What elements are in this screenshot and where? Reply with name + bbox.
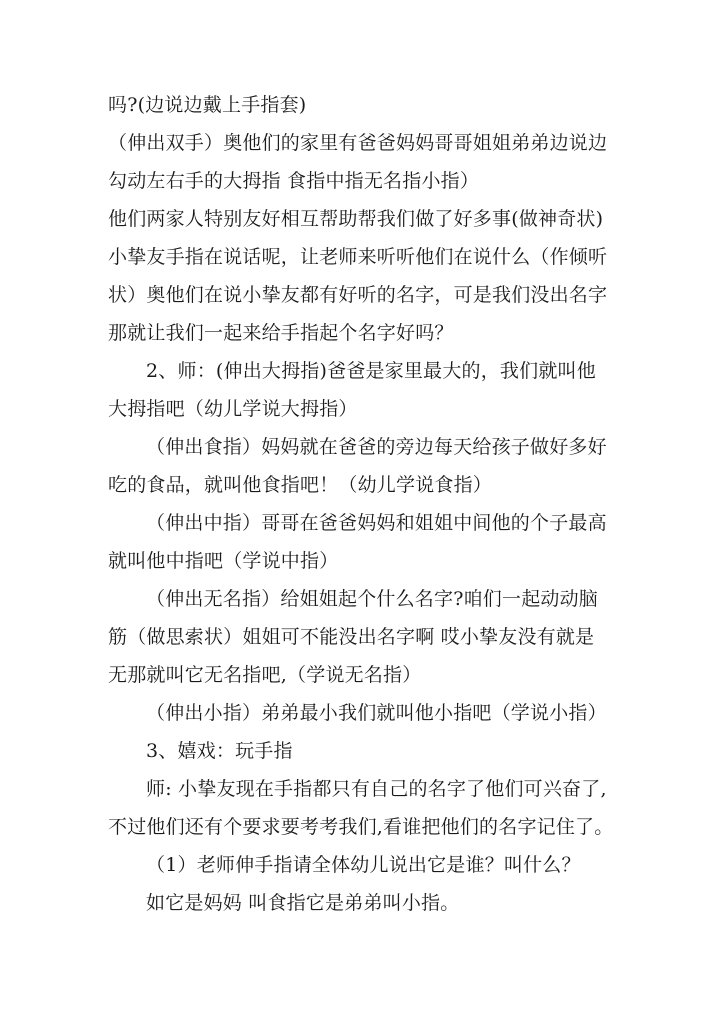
text-line: 无那就叫它无名指吧,（学说无名指）: [108, 664, 422, 686]
text-line: 那就让我们一起来给手指起个名字好吗？: [108, 322, 454, 344]
text-line: 2、师：(伸出大拇指)爸爸是家里最大的，我们就叫他: [146, 360, 596, 382]
text-line: （伸出小指）弟弟最小我们就叫他小指吧（学说小指）: [146, 702, 607, 724]
text-line: （伸出食指）妈妈就在爸爸的旁边每天给孩子做好多好: [146, 436, 607, 458]
text-line: 状）奥他们在说小挚友都有好听的名字，可是我们没出名字: [108, 284, 608, 306]
text-line: 大拇指吧（幼儿学说大拇指）: [108, 398, 358, 420]
text-line: 筋（做思索状）姐姐可不能没出名字啊 哎小挚友没有就是: [108, 626, 595, 648]
text-line: （伸出中指）哥哥在爸爸妈妈和姐姐中间他的个子最高: [146, 512, 607, 534]
text-line: 就叫他中指吧（学说中指）: [108, 550, 339, 572]
text-line: （1）老师伸手指请全体幼儿说出它是谁？叫什么？: [146, 854, 581, 876]
text-line: 如它是妈妈 叫食指它是弟弟叫小指。: [146, 892, 460, 914]
text-line: （伸出无名指）给姐姐起个什么名字?咱们一起动动脑: [146, 588, 598, 610]
text-line: （伸出双手）奥他们的家里有爸爸妈妈哥哥姐姐弟弟边说边: [108, 132, 608, 154]
text-line: 吃的食品，就叫他食指吧！（幼儿学说食指）: [108, 474, 493, 496]
text-line: 他们两家人特别友好相互帮助帮我们做了好多事(做神奇状): [108, 208, 604, 230]
text-line: 小挚友手指在说话呢，让老师来听听他们在说什么（作倾听: [108, 246, 608, 268]
text-line: 师: 小挚友现在手指都只有自己的名字了他们可兴奋了,: [146, 778, 607, 800]
text-line: 吗?(边说边戴上手指套): [108, 94, 307, 116]
text-line: 不过他们还有个要求要考考我们,看谁把他们的名字记住了。: [108, 816, 614, 838]
text-line: 勾动左右手的大拇指 食指中指无名指小指）: [108, 170, 480, 192]
section-heading: 3、嬉戏：玩手指: [146, 740, 293, 762]
